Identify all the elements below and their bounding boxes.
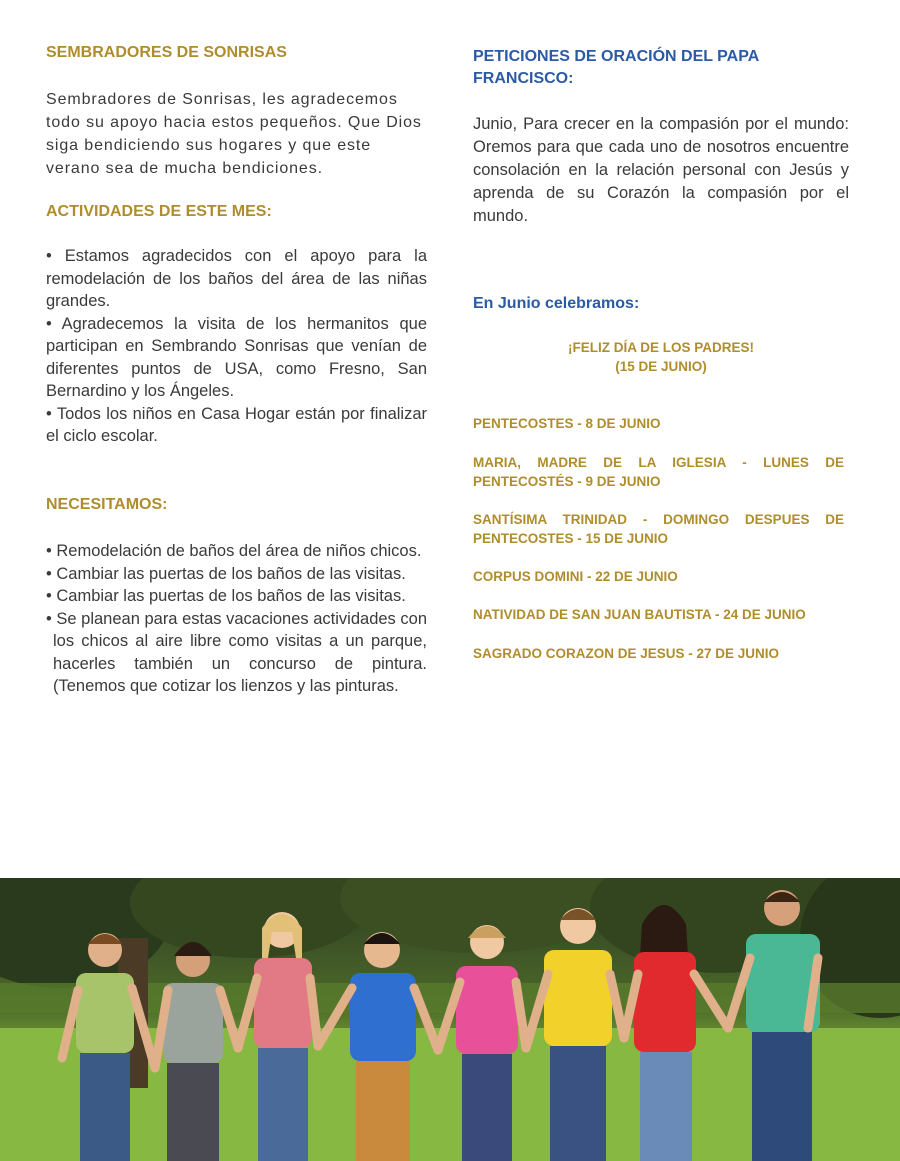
celebrations-title: En Junio celebramos:: [473, 295, 640, 312]
prayer-title: PETICIONES DE ORACIÓN DEL PAPA FRANCISCO:: [473, 48, 759, 87]
feast-item-1: PENTECOSTES - 8 DE JUNIO: [473, 416, 661, 431]
feast-item-6: SAGRADO CORAZON DE JESUS - 27 DE JUNIO: [473, 646, 780, 661]
necesitamos-title: NECESITAMOS:: [46, 496, 168, 513]
feast-item-5: NATIVIDAD DE SAN JUAN BAUTISTA - 24 DE JUNIO: [473, 607, 806, 622]
actividad-item-2: • Agradecemos la visita de los hermanitos que participan en Sembrando Sonrisas que venían de diferentes puntos de USA, como Fresno, San Bernardino y los Ángeles.: [46, 314, 427, 400]
necesidad-item-4: • Se planean para estas vacaciones actividades con los chicos al aire libre como visitas a un parque, hacerles también un concurso de pintura. (Tenemos que cotizar los lienzos y las pinturas.: [46, 609, 427, 695]
sembradores-title: SEMBRADORES DE SONRISAS: [46, 44, 287, 61]
actividades-list: [46, 245, 427, 448]
feast-item-2: MARIA, MADRE DE LA IGLESIA - LUNES DE PENTECOSTÉS - 9 DE JUNIO: [473, 455, 844, 489]
children-photo-illustration: [0, 878, 900, 1161]
fathers-day-line1: ¡FELIZ DÍA DE LOS PADRES!: [567, 340, 754, 355]
necesidad-item-1: • Remodelación de baños del área de niños chicos.: [46, 542, 422, 560]
actividad-item-3: • Todos los niños en Casa Hogar están por finalizar el ciclo escolar.: [46, 404, 427, 445]
children-photo: [0, 878, 900, 1161]
feast-item-4: CORPUS DOMINI - 22 DE JUNIO: [473, 569, 678, 584]
feast-item-3: SANTÍSIMA TRINIDAD - DOMINGO DESPUES DE PENTECOSTES - 15 DE JUNIO: [473, 512, 844, 546]
prayer-text: Junio, Para crecer en la compasión por el mundo: Oremos para que cada uno de nosotros encuentre consolación en la relación personal con Jesús y aprenda de su Corazón la compasión por el mundo.: [473, 115, 849, 225]
actividad-item-1: • Estamos agradecidos con el apoyo para la remodelación de los baños del área de las niñas grandes.: [46, 247, 427, 310]
kid-7: [634, 905, 696, 1161]
fathers-day-line2: (15 DE JUNIO): [615, 359, 707, 374]
necesidad-item-3: • Cambiar las puertas de los baños de las visitas.: [46, 587, 406, 605]
sembradores-text: Sembradores de Sonrisas, les agradecemos todo su apoyo hacia estos pequeños. Que Dios siga bendiciendo sus hogares y que este verano sea de mucha bendiciones.: [46, 91, 422, 177]
actividades-title: ACTIVIDADES DE ESTE MES:: [46, 203, 272, 220]
necesidad-item-2: • Cambiar las puertas de los baños de las visitas.: [46, 564, 406, 583]
necesitamos-list: [46, 540, 427, 698]
